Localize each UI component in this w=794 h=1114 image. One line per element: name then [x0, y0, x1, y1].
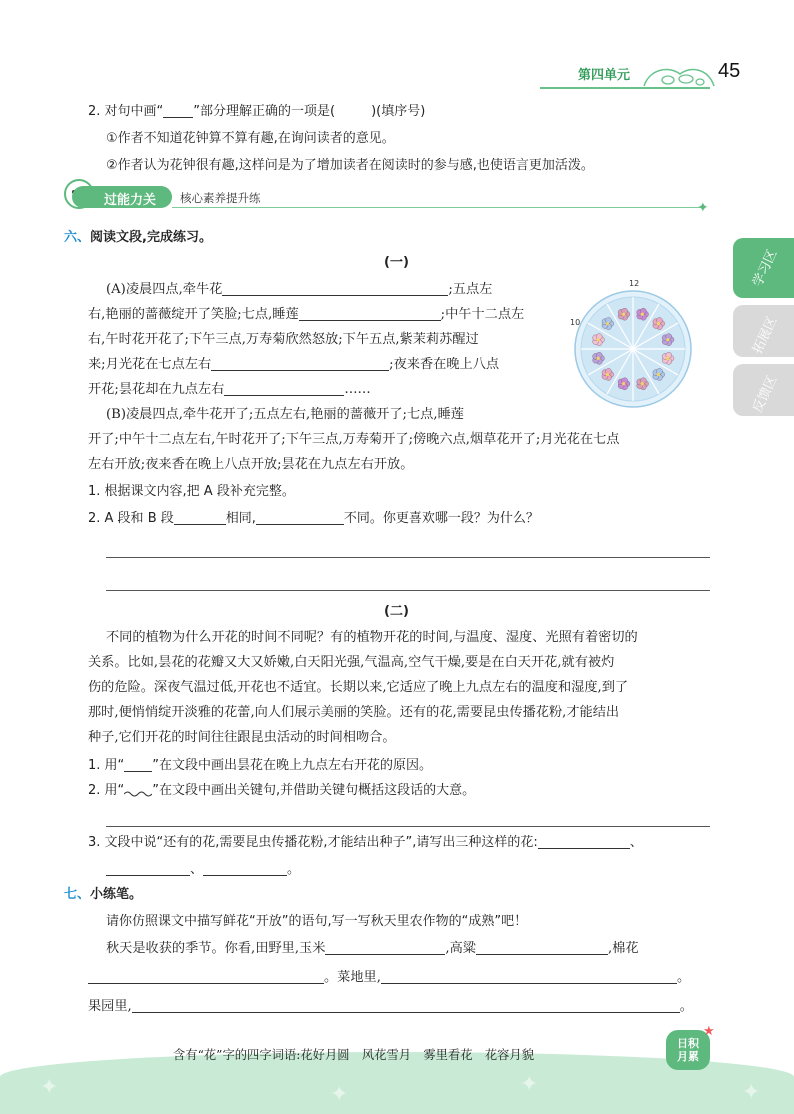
- section7-heading: 七、小练笔。: [64, 887, 143, 902]
- tab-feedback-label: 反馈区: [750, 373, 781, 416]
- blank-vegetable[interactable]: [381, 969, 677, 984]
- tab-study-label: 学习区: [750, 247, 781, 290]
- part1-title: (一): [384, 255, 409, 270]
- page-number: 45: [718, 60, 741, 82]
- blank-sorghum[interactable]: [476, 940, 608, 955]
- footer-star-icon: ✦: [40, 1075, 59, 1100]
- answer-line-1[interactable]: [106, 557, 710, 558]
- writing-line-1: 秋天是收获的季节。你看,田野里,玉米 ,高粱 ,棉花: [106, 941, 639, 956]
- banner-subtitle: 核心素养提升练: [180, 191, 261, 205]
- passage-a-line4: 来;月光花在七点左右 ;夜来香在晚上八点: [88, 357, 500, 372]
- passage-b-line1: (B)凌晨四点,牵牛花开了;五点左右,艳丽的蔷薇开了;七点,睡莲: [106, 407, 464, 422]
- banner-star-icon: ✦: [697, 200, 709, 216]
- passage-a-line2: 右,艳丽的蔷薇绽开了笑脸;七点,睡莲 ;中午十二点左: [88, 307, 525, 322]
- footer-badge: 日积 月累: [666, 1030, 710, 1070]
- passage-a-line3: 右,午时花开花了;下午三点,万寿菊欣然怒放;下午五点,紫茉莉苏醒过: [88, 332, 479, 347]
- part2-question-3-cont: 、 。: [106, 861, 300, 879]
- writing-line-2: 。菜地里, 。: [88, 969, 690, 987]
- footer-star-icon: ✦: [330, 1082, 349, 1107]
- header-decoration: [640, 62, 718, 94]
- wavy-line-icon: [124, 783, 152, 797]
- tab-expand[interactable]: [733, 305, 794, 357]
- part2-paragraph-line2: 关系。比如,昙花的花瓣又大又娇嫩,白天阳光强,气温高,空气干燥,要是在白天开花,就有被灼: [88, 655, 615, 670]
- part2-paragraph-line4: 那时,便悄悄绽开淡雅的花蕾,向人们展示美丽的笑脸。还有的花,需要昆虫传播花粉,才能结出: [88, 705, 620, 720]
- tab-expand-label: 拓展区: [750, 314, 781, 357]
- blank-q2-same[interactable]: [174, 510, 226, 525]
- part1-question-1: 1. 根据课文内容,把 A 段补充完整。: [88, 484, 295, 499]
- part2-question-1: 1. 用“ ”在文段中画出昙花在晚上九点左右开花的原因。: [88, 758, 433, 773]
- blank-a3[interactable]: [211, 356, 389, 371]
- part2-paragraph-line3: 伤的危险。深夜气温过低,开花也不适宜。长期以来,它适应了晚上九点左右的温度和湿度,到了: [88, 680, 629, 695]
- blank-orchard[interactable]: [132, 998, 680, 1013]
- header-divider: [540, 87, 710, 89]
- passage-b-line2: 开了;中午十二点左右,午时花开了;下午三点,万寿菊开了;傍晚六点,烟草花开了;月光花在七点: [88, 432, 620, 447]
- top-option-2: ②作者认为花钟很有趣,这样问是为了增加读者在阅读时的参与感,也使语言更加活泼。: [106, 158, 594, 173]
- section7-instruction: 请你仿照课文中描写鲜花“开放”的语句,写一写秋天里农作物的“成熟”吧！: [106, 914, 528, 929]
- flower-clock-illustration: [572, 280, 694, 418]
- answer-line-3[interactable]: [106, 826, 710, 827]
- blank-a4[interactable]: [224, 381, 344, 396]
- clock-number-10: 10: [570, 318, 581, 327]
- part2-question-2: 2. 用“ ”在文段中画出关键句,并借助关键句概括这段话的大意。: [88, 783, 476, 798]
- blank-flower-3[interactable]: [203, 861, 287, 876]
- tab-feedback[interactable]: [733, 364, 794, 416]
- part1-question-2: 2. A 段和 B 段 相同, 不同。你更喜欢哪一段？为什么？: [88, 511, 539, 526]
- part2-paragraph-line5: 种子,它们开花的时间往往跟昆虫活动的时间相吻合。: [88, 730, 396, 745]
- part2-question-3: 3. 文段中说“还有的花,需要昆虫传播花粉,才能结出种子”,请写出三种这样的花: 、: [88, 835, 643, 850]
- part2-paragraph-line1: 不同的植物为什么开花的时间不同呢？有的植物开花的时间,与温度、湿度、光照有着密切的: [106, 630, 638, 645]
- passage-b-line3: 左右开放;夜来香在晚上八点开放;昙花在九点左右开放。: [88, 457, 414, 472]
- section6-heading: 六、阅读文段,完成练习。: [64, 230, 212, 245]
- blank-corn[interactable]: [325, 940, 445, 955]
- footer-star-icon: ✦: [520, 1072, 539, 1097]
- blank-cotton[interactable]: [88, 969, 324, 984]
- top-option-1: ①作者不知道花钟算不算有趣,在询问读者的意见。: [106, 131, 395, 146]
- blank-flower-2[interactable]: [106, 861, 190, 876]
- blank-flower-1[interactable]: [538, 834, 630, 849]
- clock-number-12: 12: [629, 279, 640, 288]
- passage-a-line1: (A)凌晨四点,牵牛花 ;五点左: [106, 282, 493, 297]
- section-banner: 过能力关: [72, 186, 172, 208]
- answer-blank[interactable]: [163, 103, 193, 118]
- part2-title: (二): [384, 604, 409, 619]
- passage-a-line5: 开花;昙花却在九点左右 ……: [88, 382, 371, 397]
- writing-line-3: 果园里, 。: [88, 999, 693, 1014]
- unit-label: 第四单元: [578, 68, 631, 83]
- banner-divider: [172, 207, 702, 208]
- blank-a1[interactable]: [222, 281, 448, 296]
- answer-line-2[interactable]: [106, 590, 710, 591]
- blank-q2-diff[interactable]: [256, 510, 344, 525]
- tab-study[interactable]: [733, 238, 794, 298]
- badge-star-icon: ★: [703, 1024, 715, 1039]
- footer-idioms: 含有“花”字的四字词语:花好月圆 风花雪月 雾里看花 花容月貌: [173, 1048, 535, 1062]
- blank-a2[interactable]: [299, 306, 441, 321]
- top-question-2: 2. 对句中画“ ”部分理解正确的一项是( )(填序号): [88, 104, 426, 119]
- footer-star-icon: ✦: [742, 1080, 761, 1105]
- underline-sample: [124, 757, 152, 772]
